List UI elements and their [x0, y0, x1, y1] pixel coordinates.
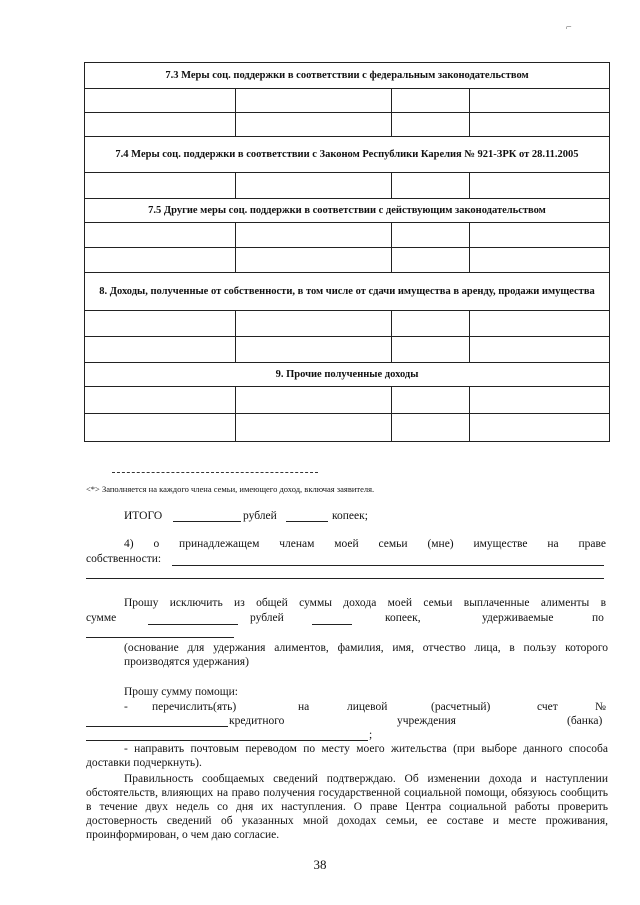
alimony-kopecks-label: копеек,	[385, 612, 421, 624]
table-row	[85, 248, 609, 273]
section-9-header: 9. Прочие полученные доходы	[85, 363, 609, 387]
semicolon: ;	[369, 729, 373, 741]
alimony-withheld-label: удерживаемые	[482, 612, 554, 624]
table-row	[85, 113, 609, 137]
table-row	[85, 311, 609, 337]
section-7-3-header: 7.3 Меры соц. поддержки в соответствии с федеральным законодательством	[85, 63, 609, 89]
property-field-1[interactable]	[172, 565, 604, 566]
postal-transfer-option[interactable]: - направить почтовым переводом по месту моего жительства (при выборе данного способа доставки подчеркнуть).	[86, 743, 608, 769]
income-table	[84, 62, 610, 442]
alimony-rubles-field[interactable]	[148, 624, 238, 625]
bullet-dash: -	[124, 701, 128, 713]
section-8-header: 8. Доходы, полученные от собственности, в том числе от сдачи имущества в аренду, продажи имущества	[85, 273, 609, 311]
total-kopecks-field[interactable]	[286, 521, 328, 522]
alimony-po-label: по	[592, 612, 604, 624]
transfer-word-1: перечислить(ять)	[152, 701, 237, 713]
table-row	[85, 173, 609, 199]
page-number: 38	[313, 857, 327, 872]
total-rubles-label: рублей	[243, 510, 277, 522]
table-row	[85, 387, 609, 414]
bank-label: (банка)	[567, 715, 603, 727]
transfer-word-4: (расчетный)	[431, 701, 491, 713]
footnote: <*> Заполняется на каждого члена семьи, имеющего доход, включая заявителя.	[86, 484, 375, 494]
alimony-basis-note: (основание для удержания алиментов, фамилия, имя, отчество лица, в пользу которого производятся удержания)	[124, 642, 608, 668]
property-item-line2: собственности:	[86, 553, 162, 565]
section-7-5-header: 7.5 Другие меры соц. поддержки в соответствии с действующим законодательством	[85, 199, 609, 223]
help-request-label: Прошу сумму помощи:	[124, 686, 238, 698]
credit-label: кредитного	[229, 715, 285, 727]
corner-mark: ⌐	[566, 22, 572, 33]
account-number-field[interactable]	[86, 726, 228, 727]
table-row	[85, 414, 609, 441]
confirmation-paragraph: Правильность сообщаемых сведений подтверждаю. Об изменении дохода и наступлении обстоятельств, влияющих на право получения государственной социальной помощи, обязуюсь сообщить в течение двух недель со дня их наступления. О праве Центра социальной работы проверить достоверность сведений об указанных мной доходах семьи, ее составе и месте проживания, проинформирован, о чем даю согласие.	[86, 773, 608, 841]
bank-name-field[interactable]	[86, 740, 368, 741]
transfer-word-6: №	[595, 701, 606, 713]
transfer-word-5: счет	[537, 701, 558, 713]
alimony-kopecks-field[interactable]	[312, 624, 352, 625]
institution-label: учреждения	[397, 715, 456, 727]
footnote-separator	[112, 472, 318, 473]
table-row	[85, 223, 609, 248]
alimony-rubles-label: рублей	[250, 612, 284, 624]
transfer-word-3: лицевой	[347, 701, 388, 713]
alimony-line1: Прошу исключить из общей суммы дохода моей семьи выплаченные алименты в	[124, 597, 606, 609]
alimony-sum-label: сумме	[86, 612, 117, 624]
section-7-4-header: 7.4 Меры соц. поддержки в соответствии с Законом Республики Карелия № 921-ЗРК от 28.11.2005	[85, 137, 609, 173]
property-item-line1: 4) о принадлежащем членам моей семьи (мне) имуществе на праве	[124, 538, 606, 550]
property-field-2[interactable]	[86, 578, 604, 579]
total-label: ИТОГО	[124, 510, 163, 522]
transfer-word-2: на	[298, 701, 310, 713]
total-kopecks-label: копеек;	[332, 510, 368, 522]
alimony-basis-field[interactable]	[86, 637, 234, 638]
table-row	[85, 337, 609, 363]
table-row	[85, 89, 609, 113]
total-rubles-field[interactable]	[173, 521, 241, 522]
